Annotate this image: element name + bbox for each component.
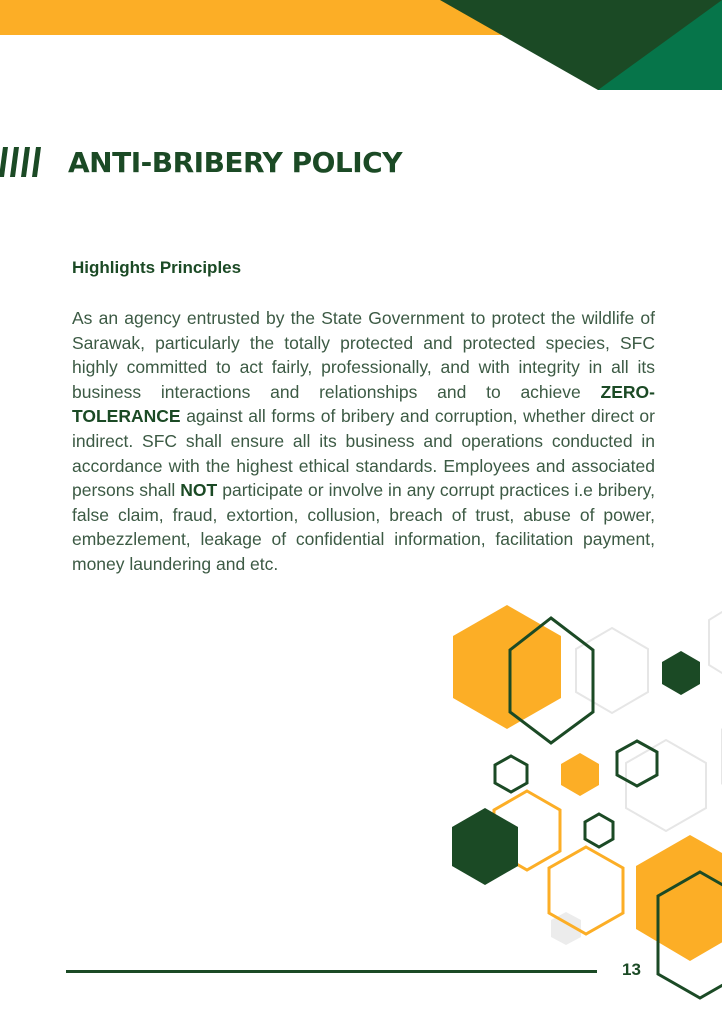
- zero-tolerance-emphasis: ZERO-TOLERANCE: [72, 381, 655, 427]
- policy-paragraph: [72, 306, 655, 577]
- hexagon-decoration: [440, 600, 722, 1024]
- title-row: [0, 140, 402, 184]
- paragraph-text: against all forms of bribery and corruption, whether direct or indirect. SFC shall ensure all its business and operations conducted in accordance with the highest ethical standards. Employees and associated persons shall: [72, 406, 655, 501]
- not-emphasis: NOT: [180, 480, 218, 501]
- slashes-icon: [0, 147, 48, 177]
- page-number: 13: [622, 960, 641, 979]
- section-subheading: Highlights Principles: [72, 258, 242, 277]
- paragraph-text: participate or involve in any corrupt practices i.e bribery, false claim, fraud, extortion, collusion, breach of trust, abuse of power, embezzlement, leakage of confidential information, facilitation payment, money laundering and etc.: [72, 480, 655, 574]
- header-decoration: [0, 0, 722, 95]
- page-title: ANTI-BRIBERY POLICY: [68, 145, 402, 179]
- paragraph-text: As an agency entrusted by the State Government to protect the wildlife of Sarawak, particularly the totally protected and protected species, SFC highly committed to act fairly, professionally, and with integrity in all its business interactions and relationships and to achieve: [72, 308, 655, 402]
- footer-divider: [66, 970, 597, 973]
